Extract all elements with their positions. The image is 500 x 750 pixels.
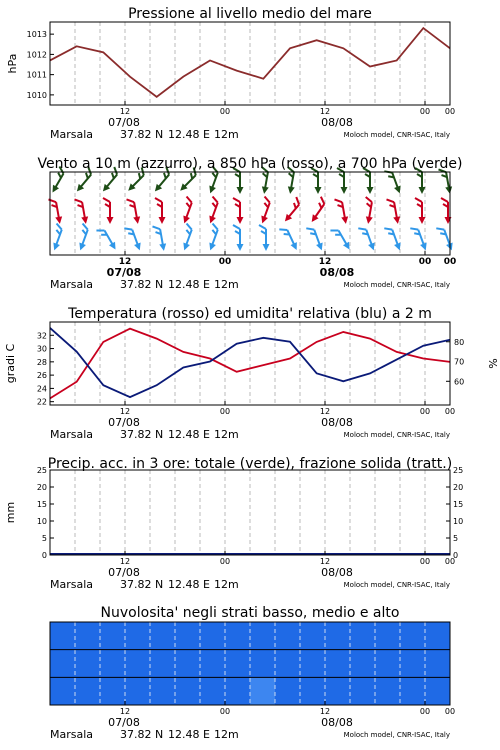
date-label: 08/08	[321, 716, 353, 729]
barb-arrowhead	[77, 243, 86, 252]
y-tick-label: 28	[36, 357, 47, 367]
y-tick-label: 22	[36, 397, 47, 407]
wind-barb	[279, 225, 300, 253]
barb-arrowhead	[237, 187, 244, 194]
barb-feather	[233, 198, 240, 202]
wind-barb	[387, 198, 402, 225]
wind-barb	[49, 198, 64, 225]
cloud-cell	[75, 622, 100, 650]
chart-title: Precip. acc. in 3 ore: totale (verde), frazione solida (tratt.)	[47, 456, 453, 472]
barb-feather	[81, 224, 89, 230]
cloud-cell	[425, 650, 450, 678]
barb-feather	[211, 224, 219, 230]
cloud-cell	[225, 650, 250, 678]
y2-tick-label: 15	[453, 500, 464, 509]
y-tick-label: 1010	[26, 90, 47, 100]
barb-feather	[153, 225, 161, 230]
cloud-cell	[425, 622, 450, 650]
y-tick-label: 32	[36, 331, 47, 341]
cloud-cell	[400, 650, 425, 678]
barb-feather	[415, 198, 422, 202]
x-tick-label: 12	[119, 107, 131, 116]
y2-tick-label: 80	[454, 337, 465, 347]
cloud-cell	[175, 622, 200, 650]
y-tick-label: 25	[36, 466, 47, 475]
station-elev: 12m	[214, 728, 239, 741]
y-axis-label: mm	[4, 501, 17, 524]
barb-feather	[55, 224, 63, 230]
cloud-cell	[125, 677, 150, 705]
cloud-cell	[375, 677, 400, 705]
barb-feather	[387, 198, 395, 203]
barb-arrowhead	[343, 242, 353, 252]
y-tick-label: 30	[36, 344, 47, 354]
barb-arrowhead	[159, 217, 166, 224]
barb-feather	[185, 224, 193, 230]
chart-title: Temperatura (rosso) ed umidita' relativa (blu) a 2 m	[68, 306, 432, 322]
wind-barb	[306, 197, 330, 224]
barb-feather	[127, 198, 135, 203]
cloud-cell	[200, 677, 225, 705]
date-label: 07/08	[108, 716, 140, 729]
y-axis-label: hPa	[6, 53, 19, 74]
cloud-cell	[100, 650, 125, 678]
y2-tick-label: 0	[453, 551, 459, 560]
barb-feather	[441, 198, 448, 202]
barb-arrowhead	[134, 243, 143, 252]
model-credit: Moloch model, CNR-ISAC, Italy	[343, 281, 450, 289]
x-tick-label: 00	[444, 557, 456, 566]
station-lon: 12.48 E	[168, 728, 210, 741]
barb-feather	[384, 226, 392, 232]
wind-barb	[233, 198, 244, 224]
cloud-cell	[275, 650, 300, 678]
station-name: Marsala	[50, 578, 94, 591]
station-elev: 12m	[214, 128, 239, 141]
y-tick-label: 10	[36, 517, 47, 526]
y-axis-label: gradi C	[4, 343, 17, 384]
y-tick-label: 0	[41, 551, 47, 560]
wind-barb	[124, 225, 143, 253]
x-tick-label: 12	[319, 707, 331, 716]
x-tick-label: 12	[118, 257, 132, 267]
cloud-cell	[300, 650, 325, 678]
station-lon: 12.48 E	[168, 278, 210, 291]
date-label: 07/08	[108, 416, 140, 429]
y-tick-label: 24	[36, 384, 47, 394]
wind-barb	[155, 198, 166, 224]
station-name: Marsala	[50, 428, 94, 441]
wind-barb	[127, 198, 142, 225]
barb-arrowhead	[181, 243, 190, 252]
x-tick-label: 00	[419, 707, 431, 716]
model-credit: Moloch model, CNR-ISAC, Italy	[343, 581, 450, 589]
chart-title: Vento a 10 m (azzurro), a 850 hPa (rosso), a 700 hPa (verde)	[37, 156, 463, 172]
station-lat: 37.82 N	[120, 278, 164, 291]
model-credit: Moloch model, CNR-ISAC, Italy	[343, 431, 450, 439]
cloud-cell	[350, 677, 375, 705]
cloud-cell	[275, 622, 300, 650]
cloud-cell	[50, 622, 75, 650]
barb-arrowhead	[109, 242, 119, 252]
cloud-cell	[200, 650, 225, 678]
barb-feather	[233, 225, 240, 229]
barb-arrowhead	[368, 243, 377, 252]
cloud-cell	[100, 677, 125, 705]
station-elev: 12m	[214, 428, 239, 441]
wind-barb	[361, 197, 376, 224]
chart-title: Nuvolosita' negli strati basso, medio e alto	[100, 605, 400, 621]
cloud-cell	[225, 677, 250, 705]
station-name: Marsala	[50, 128, 94, 141]
x-tick-label: 00	[419, 107, 431, 116]
wind-barb	[178, 197, 197, 225]
cloud-cell	[175, 650, 200, 678]
wind-barb	[204, 197, 223, 225]
cloud-cell	[350, 650, 375, 678]
station-lat: 37.82 N	[120, 728, 164, 741]
wind-barb	[330, 225, 352, 253]
barb-arrowhead	[445, 186, 453, 194]
cloud-cell	[100, 622, 125, 650]
cloud-cell	[75, 677, 100, 705]
barb-arrowhead	[394, 243, 403, 252]
barb-feather	[259, 225, 266, 229]
barb-feather	[410, 226, 418, 232]
barb-arrowhead	[49, 185, 59, 195]
cloud-cell	[275, 677, 300, 705]
cloud-cell	[75, 650, 100, 678]
cloud-cell	[300, 622, 325, 650]
barb-arrowhead	[207, 243, 216, 252]
wind-barb	[74, 224, 93, 252]
barb-arrowhead	[133, 216, 141, 224]
barb-arrowhead	[261, 186, 269, 194]
station-lon: 12.48 E	[168, 578, 210, 591]
x-tick-label: 00	[419, 407, 431, 416]
barb-feather	[330, 227, 338, 234]
barb-arrowhead	[237, 244, 244, 251]
cloud-cell	[50, 650, 75, 678]
barb-arrowhead	[181, 216, 190, 225]
cloud-cell	[375, 650, 400, 678]
barb-arrowhead	[81, 216, 89, 224]
barb-arrowhead	[365, 216, 373, 224]
barb-arrowhead	[159, 243, 167, 251]
wind-barb	[153, 225, 168, 252]
wind-barb	[280, 197, 305, 224]
barb-arrowhead	[446, 243, 455, 252]
x-tick-label: 00	[419, 557, 431, 566]
wind-barb	[415, 198, 426, 224]
barb-arrowhead	[367, 187, 374, 194]
barb-arrowhead	[341, 187, 348, 194]
x-tick-label: 00	[218, 257, 232, 267]
wind-barb	[358, 225, 377, 253]
x-tick-label: 00	[444, 707, 456, 716]
station-name: Marsala	[50, 728, 94, 741]
barb-arrowhead	[259, 216, 268, 225]
cloud-cell	[325, 677, 350, 705]
x-tick-label: 12	[119, 407, 131, 416]
barb-arrowhead	[55, 216, 63, 224]
barb-feather	[335, 198, 343, 203]
station-name: Marsala	[50, 278, 94, 291]
barb-feather	[103, 198, 110, 202]
cloud-cell	[375, 622, 400, 650]
wind-barb	[259, 225, 270, 251]
wind-barb	[410, 225, 429, 253]
barb-feather	[185, 197, 193, 203]
y-tick-label: 20	[36, 483, 47, 492]
y-tick-label: 5	[41, 534, 47, 543]
cloud-cell	[325, 650, 350, 678]
x-tick-label: 00	[444, 407, 456, 416]
cloud-cell	[125, 622, 150, 650]
x-tick-label: 00	[219, 557, 231, 566]
station-elev: 12m	[214, 278, 239, 291]
y2-tick-label: 70	[454, 357, 465, 367]
y2-tick-label: 60	[454, 377, 465, 387]
barb-arrowhead	[316, 243, 325, 252]
date-label: 08/08	[319, 266, 355, 279]
x-tick-label: 00	[418, 257, 432, 267]
x-tick-label: 00	[219, 707, 231, 716]
barb-feather	[436, 226, 444, 232]
barb-arrowhead	[419, 217, 426, 224]
y2-tick-label: 10	[453, 517, 464, 526]
y2-tick-label: 5	[453, 534, 459, 543]
barb-feather	[358, 226, 366, 232]
date-label: 08/08	[321, 566, 353, 579]
barb-arrowhead	[207, 186, 216, 195]
barb-arrowhead	[291, 242, 300, 251]
y2-tick-label: 20	[453, 483, 464, 492]
station-lon: 12.48 E	[168, 428, 210, 441]
y-tick-label: 1012	[26, 50, 47, 60]
x-tick-label: 12	[119, 707, 131, 716]
x-tick-label: 12	[318, 257, 332, 267]
barb-arrowhead	[419, 187, 426, 194]
y-tick-label: 26	[36, 371, 47, 381]
date-label: 07/08	[106, 266, 142, 279]
station-lat: 37.82 N	[120, 128, 164, 141]
station-lon: 12.48 E	[168, 128, 210, 141]
cloud-cell	[250, 650, 275, 678]
barb-feather	[365, 197, 373, 202]
x-tick-label: 12	[319, 557, 331, 566]
x-tick-label: 12	[319, 107, 331, 116]
cloud-cell	[325, 622, 350, 650]
wind-barb	[204, 224, 223, 252]
y-tick-label: 15	[36, 500, 47, 509]
cloud-cell	[150, 622, 175, 650]
station-lat: 37.82 N	[120, 428, 164, 441]
cloud-cell	[350, 622, 375, 650]
wind-barb	[335, 198, 350, 225]
x-tick-label: 00	[443, 257, 457, 267]
barb-arrowhead	[263, 244, 270, 251]
y2-axis-label: %	[486, 358, 499, 369]
station-elev: 12m	[214, 578, 239, 591]
cloud-cell	[175, 677, 200, 705]
cloud-cell	[225, 622, 250, 650]
barb-feather	[211, 197, 219, 203]
wind-barb	[233, 225, 244, 251]
barb-feather	[155, 198, 162, 202]
barb-arrowhead	[107, 217, 114, 224]
barb-feather	[306, 226, 314, 232]
cloud-cell	[150, 650, 175, 678]
cloud-cell	[400, 622, 425, 650]
cloud-cell	[250, 622, 275, 650]
cloud-cell	[200, 622, 225, 650]
cloud-cell	[400, 677, 425, 705]
x-tick-label: 12	[319, 407, 331, 416]
chart-title: Pressione al livello medio del mare	[128, 6, 372, 22]
barb-feather	[75, 198, 83, 203]
date-label: 07/08	[108, 116, 140, 129]
x-tick-label: 00	[219, 107, 231, 116]
barb-arrowhead	[237, 217, 244, 224]
cloud-cell	[125, 650, 150, 678]
cloud-cell	[50, 677, 75, 705]
y-tick-label: 1013	[26, 30, 47, 40]
cloud-cell	[300, 677, 325, 705]
barb-feather	[279, 226, 287, 233]
wind-barb	[256, 197, 275, 225]
y2-tick-label: 25	[453, 466, 464, 475]
date-label: 08/08	[321, 416, 353, 429]
x-tick-label: 12	[119, 557, 131, 566]
date-label: 07/08	[108, 566, 140, 579]
wind-barb	[436, 225, 455, 253]
wind-barb	[178, 224, 197, 252]
x-tick-label: 00	[219, 407, 231, 416]
station-lat: 37.82 N	[120, 578, 164, 591]
date-label: 08/08	[321, 116, 353, 129]
wind-barb	[103, 198, 114, 224]
barb-arrowhead	[287, 186, 295, 194]
model-credit: Moloch model, CNR-ISAC, Italy	[343, 731, 450, 739]
barb-feather	[263, 197, 271, 203]
barb-arrowhead	[341, 216, 349, 224]
cloud-cell	[150, 677, 175, 705]
wind-barb	[306, 225, 325, 253]
barb-arrowhead	[394, 186, 403, 195]
x-tick-label: 00	[444, 107, 456, 116]
wind-barb	[75, 198, 90, 225]
cloud-cell	[250, 677, 275, 705]
model-credit: Moloch model, CNR-ISAC, Italy	[343, 131, 450, 139]
cloud-cell	[425, 677, 450, 705]
y-tick-label: 1011	[26, 70, 47, 80]
barb-arrowhead	[207, 216, 216, 225]
barb-arrowhead	[315, 187, 322, 194]
barb-arrowhead	[51, 243, 60, 252]
